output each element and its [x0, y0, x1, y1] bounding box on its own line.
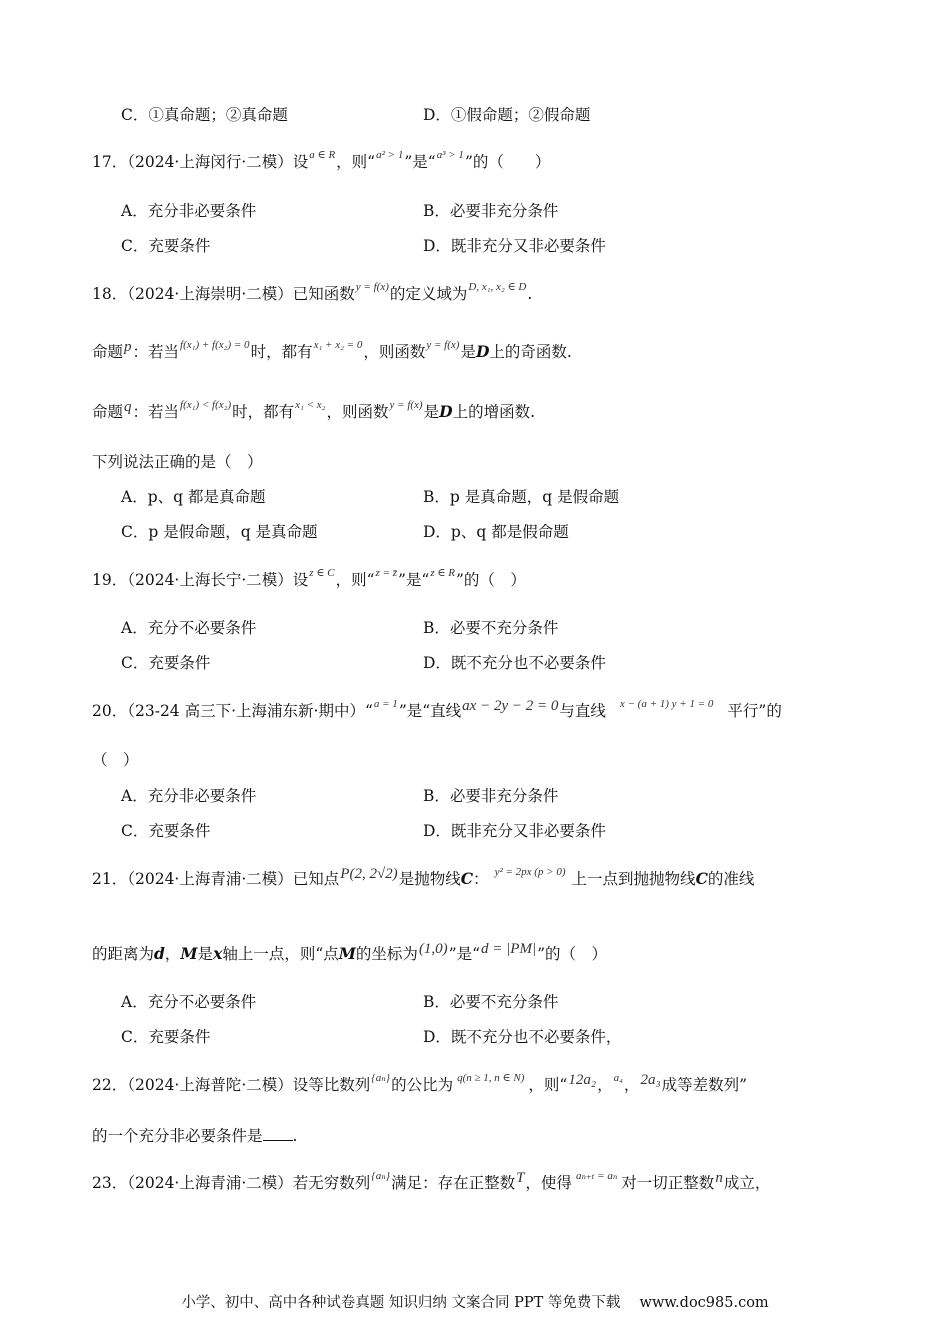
q22-text-5: 成等差数列” — [661, 1076, 748, 1094]
q21-curve-c-1: C — [460, 869, 474, 888]
q20-text-2: 与直线 — [559, 702, 606, 720]
q23-math-2: T — [516, 1170, 525, 1186]
q18-math-1: y = f(x) — [355, 281, 389, 293]
q17-text-1: ，则“ — [336, 153, 376, 171]
q20-stem — [92, 699, 782, 721]
q21-stem-line-1 — [92, 867, 754, 889]
page-footer: 小学、初中、高中各种试卷真题 知识归纳 文案合同 PPT 等免费下载 www.doc985.com — [181, 1295, 769, 1311]
q23-text-3: 对一切正整数 — [621, 1174, 715, 1192]
q21-var-m-1: M — [180, 944, 198, 963]
q21-l2-text-5: 的坐标为 — [355, 945, 418, 963]
q22-number: 22． — [92, 1076, 128, 1094]
q22-math-3: 12a₂ — [568, 1072, 597, 1088]
q22-math-5: 2a₃ — [640, 1072, 661, 1088]
q17-option-c: C．充要条件 — [121, 237, 211, 255]
q21-option-b: B．必要不充分条件 — [423, 993, 559, 1011]
q20-number: 20． — [92, 702, 128, 720]
q23-math-4: n — [715, 1170, 723, 1186]
q17-number: 17． — [92, 153, 128, 171]
q21-text-1: 是抛物线 — [398, 870, 461, 888]
q19-math-1: z ∈ C — [309, 567, 335, 579]
q18-p-math-1: f(x₁) + f(x₂) = 0 — [180, 339, 250, 351]
q18-q-text-2: 时，都有 — [232, 403, 295, 421]
q18-p-text-3: ，则函数 — [363, 343, 426, 361]
q21-text-2: ： — [473, 870, 489, 888]
q19-number: 19． — [92, 571, 128, 589]
q18-p-prefix: 命题 — [92, 343, 124, 361]
q18-q-prefix: 命题 — [92, 403, 124, 421]
q23-math-3: aₙ₊ₜ = aₙ — [575, 1170, 618, 1182]
q18-text-1: 的定义域为 — [389, 285, 468, 303]
q20-paren: （ ） — [92, 751, 139, 769]
q18-number: 18． — [92, 285, 128, 303]
q18-q-math-1: f(x₁) < f(x₂) — [180, 399, 232, 411]
q18-q-var: q — [124, 399, 132, 415]
q22-source: （2024·上海普陀·二模）设等比数列 — [127, 1076, 371, 1094]
q19-text-1: ，则“ — [335, 571, 375, 589]
q21-text-4: 的准线 — [707, 870, 755, 888]
q17-text-2: ”是“ — [404, 153, 436, 171]
q20-option-a: A．充分非必要条件 — [121, 787, 257, 805]
q22-l2-text: 的一个充分非必要条件是 — [92, 1127, 263, 1145]
q18-q-text-1: ：若当 — [132, 403, 180, 421]
q19-option-c: C．充要条件 — [121, 654, 211, 672]
q21-l2-text-3: 是 — [197, 945, 214, 963]
q16-option-d: D．①假命题；②假命题 — [423, 106, 591, 124]
q19-text-2: ”是“ — [397, 571, 430, 589]
q21-option-c: C．充要条件 — [121, 1028, 211, 1046]
q18-q-text-3: ，则函数 — [326, 403, 389, 421]
q20-source: （23-24 高三下·上海浦东新·期中）“ — [127, 702, 373, 720]
q17-option-a: A．充分非必要条件 — [121, 202, 257, 220]
q16-option-c: C．①真命题；②真命题 — [121, 106, 288, 124]
q18-math-2: D, x₁, x₂ ∈ D — [468, 281, 527, 293]
q22-math-4: a₄ — [613, 1072, 623, 1084]
q22-text-3: ， — [597, 1076, 613, 1094]
q18-p-text-5: 上的奇函数. — [489, 343, 572, 361]
q17-stem — [92, 150, 550, 172]
q18-option-c: C．p 是假命题，q 是真命题 — [121, 523, 318, 541]
q18-p-text-2: 时，都有 — [250, 343, 313, 361]
q20-text-1: ”是“直线 — [398, 702, 462, 720]
q18-proposition-q — [92, 400, 535, 422]
q21-var-m-2: M — [338, 944, 356, 963]
q17-math-1: a ∈ R — [309, 149, 336, 161]
q19-source: （2024·上海长宁·二模）设 — [127, 571, 309, 589]
q21-var-d: d — [154, 944, 165, 963]
q18-ask: 下列说法正确的是（ ） — [92, 453, 263, 471]
q23-number: 23． — [92, 1174, 128, 1192]
q22-l2-end: . — [292, 1127, 298, 1145]
q18-p-math-2: x₁ + x₂ = 0 — [313, 339, 363, 351]
q17-option-d: D．既非充分又非必要条件 — [423, 237, 606, 255]
q20-option-d: D．既非充分又非必要条件 — [423, 822, 606, 840]
q17-source: （2024·上海闵行·二模）设 — [127, 153, 309, 171]
q21-option-d: D．既不充分也不必要条件， — [423, 1028, 622, 1046]
q21-number: 21． — [92, 870, 128, 888]
q21-option-a: A．充分不必要条件 — [121, 993, 257, 1011]
q22-stem-line-2 — [92, 1124, 297, 1146]
q21-l2-text-1: 的距离为 — [92, 945, 155, 963]
q18-text-2: . — [527, 285, 533, 303]
q22-text-2: ，则“ — [528, 1076, 568, 1094]
q20-math-1: a = 1 — [373, 698, 398, 710]
q21-l2-text-6: ”是“ — [448, 945, 481, 963]
q18-source: （2024·上海崇明·二模）已知函数 — [127, 285, 355, 303]
q21-l2-text-4: 轴上一点，则“点 — [222, 945, 339, 963]
q17-math-3: a³ > 1 — [436, 149, 464, 161]
q23-text-4: 成立， — [723, 1174, 771, 1192]
q17-option-b: B．必要非充分条件 — [423, 202, 559, 220]
q17-text-3: ”的（ ） — [464, 153, 551, 171]
q22-math-2: q(n ≥ 1, n ∈ N) — [457, 1072, 525, 1084]
q21-var-x: x — [213, 944, 223, 963]
q23-stem — [92, 1171, 770, 1193]
q18-q-math-3: y = f(x) — [389, 399, 423, 411]
q21-source: （2024·上海青浦·二模）已知点 — [127, 870, 340, 888]
q18-p-domain: D — [475, 342, 490, 361]
q23-source: （2024·上海青浦·二模）若无穷数列 — [127, 1174, 371, 1192]
q18-q-domain: D — [439, 402, 453, 421]
q18-stem — [92, 282, 532, 304]
q19-text-3: ”的（ ） — [456, 571, 526, 589]
q21-math-2: y² = 2px (p > 0) — [494, 866, 566, 878]
q22-stem-line-1 — [92, 1073, 747, 1095]
q19-stem — [92, 568, 526, 590]
q23-text-2: ，使得 — [525, 1174, 572, 1192]
q19-option-d: D．既不充分也不必要条件 — [423, 654, 606, 672]
q18-option-b: B．p 是真命题，q 是假命题 — [423, 488, 620, 506]
q23-math-1: {aₙ} — [371, 1170, 391, 1182]
q23-text-1: 满足：存在正整数 — [391, 1174, 516, 1192]
q21-text-3: 上一点到抛抛物线 — [571, 870, 696, 888]
q20-math-3: x − (a + 1) y + 1 = 0 — [619, 698, 714, 710]
q17-math-2: a² > 1 — [376, 149, 404, 161]
q18-p-var: p — [124, 339, 132, 355]
q18-q-math-2: x₁ < x₂ — [295, 399, 326, 411]
q21-stem-line-2 — [92, 942, 607, 964]
q19-option-b: B．必要不充分条件 — [423, 619, 559, 637]
q18-p-text-4: 是 — [460, 343, 476, 361]
q22-answer-blank[interactable] — [263, 1126, 293, 1141]
q22-math-1: {aₙ} — [371, 1072, 391, 1084]
q20-text-3: 平行”的 — [727, 702, 782, 720]
q21-l2-text-2: ， — [164, 945, 181, 963]
q21-l2-text-7: ”的（ ） — [537, 945, 608, 963]
q19-math-2: z = z̄ — [375, 567, 397, 579]
q22-text-1: 的公比为 — [391, 1076, 454, 1094]
q21-math-1: P(2, 2√2) — [340, 866, 398, 882]
q21-curve-c-2: C — [695, 869, 708, 888]
q18-proposition-p — [92, 340, 572, 362]
q18-p-math-3: y = f(x) — [426, 339, 460, 351]
q21-math-3: (1,0) — [418, 941, 448, 957]
q20-math-2: ax − 2y − 2 = 0 — [462, 698, 559, 714]
q21-math-4: d = |PM| — [481, 941, 537, 957]
q20-option-b: B．必要非充分条件 — [423, 787, 559, 805]
q19-option-a: A．充分不必要条件 — [121, 619, 257, 637]
q20-option-c: C．充要条件 — [121, 822, 211, 840]
q18-option-d: D．p、q 都是假命题 — [423, 523, 569, 541]
q18-option-a: A．p、q 都是真命题 — [121, 488, 266, 506]
q18-p-text-1: ：若当 — [132, 343, 180, 361]
q18-q-text-5: 上的增函数. — [452, 403, 535, 421]
q18-q-text-4: 是 — [423, 403, 440, 421]
q19-math-3: z ∈ R — [430, 567, 455, 579]
q22-text-4: ， — [623, 1076, 640, 1094]
